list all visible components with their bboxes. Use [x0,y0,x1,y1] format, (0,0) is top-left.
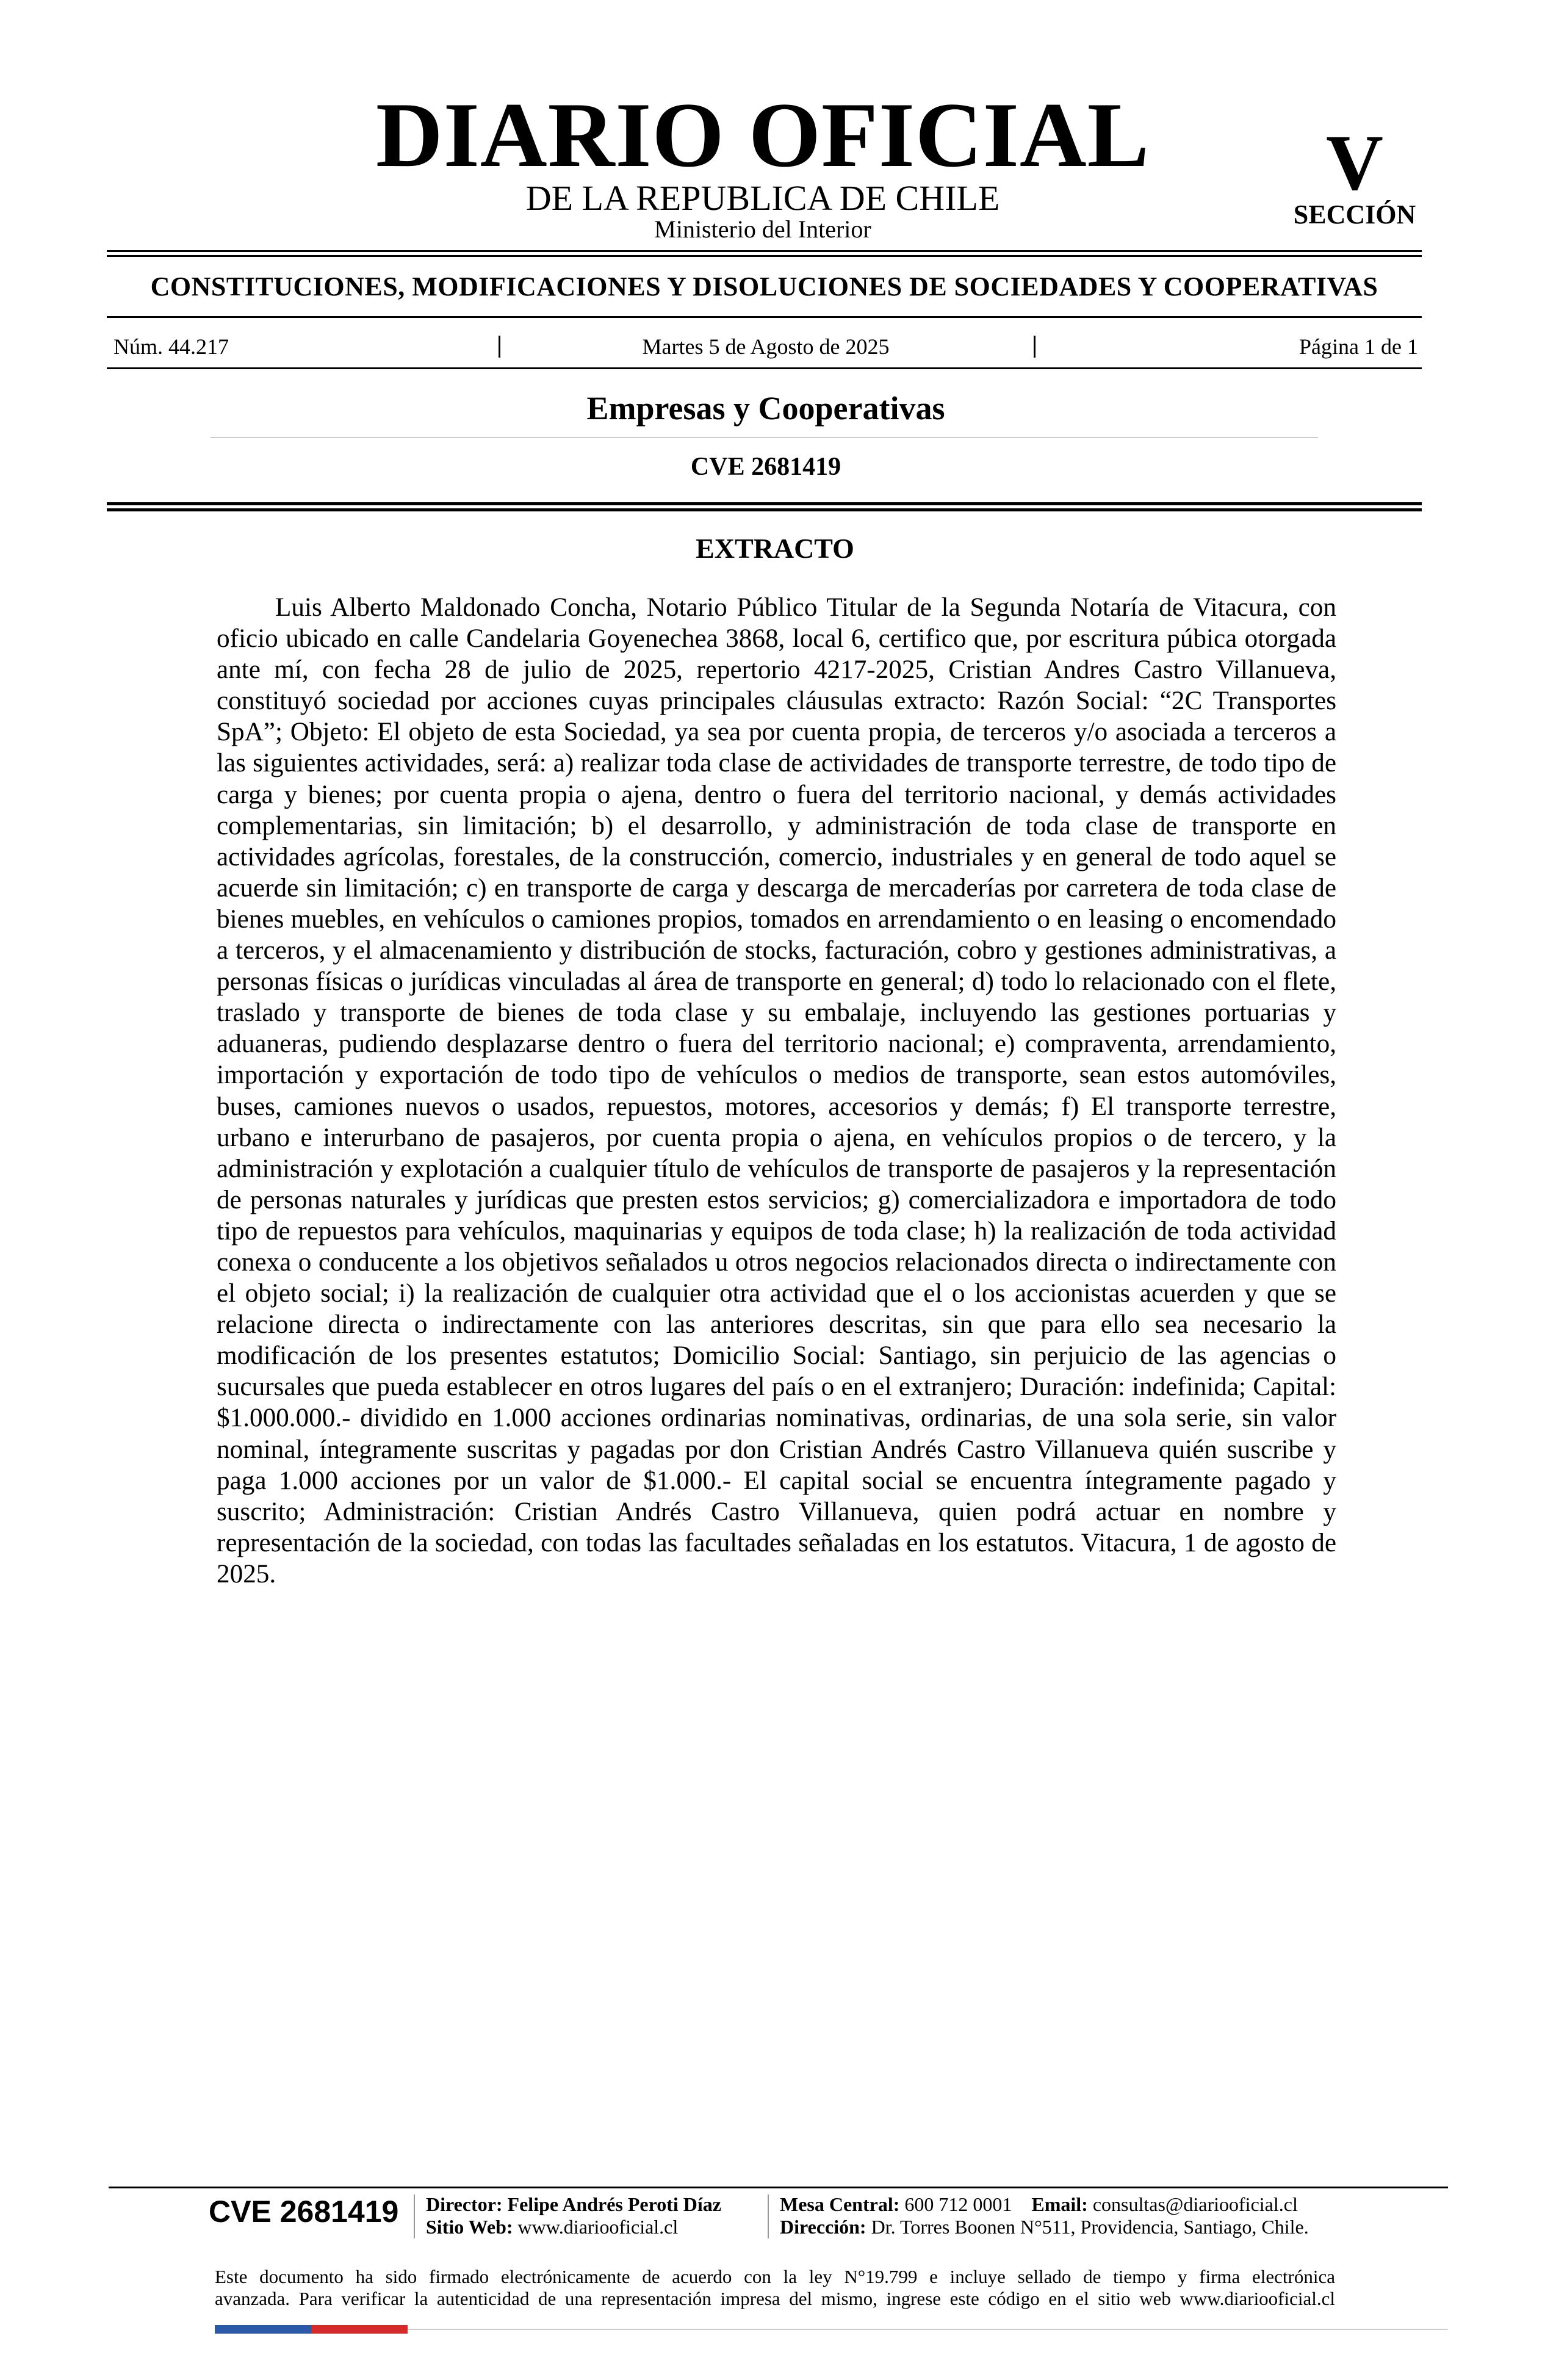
footer-cve-code: CVE 2681419 [209,2194,399,2229]
header-rule [107,508,1422,511]
issue-page: Página 1 de 1 [1299,334,1418,359]
email-address[interactable]: consultas@diariooficial.cl [1092,2193,1298,2215]
section-letter: V [1326,119,1383,207]
address-label: Dirección: [780,2216,866,2238]
footer-divider [768,2194,769,2238]
director-name: Felipe Andrés Peroti Díaz [507,2193,721,2215]
footer-director-block [426,2193,721,2238]
note-line-2: avanzada. Para verificar la autenticidad de una representación impresa del mismo, ingrese este código en el sitio web www.diariooficial.cl [215,2288,1335,2309]
document-heading: EXTRACTO [696,533,854,564]
issue-info-row [110,334,1422,359]
mesa-label: Mesa Central: [780,2193,900,2215]
flag-bar-blue [215,2325,311,2334]
masthead-rule [107,250,1422,252]
mesa-phone: 600 712 0001 [904,2193,1012,2215]
issue-number: Núm. 44.217 [113,334,229,359]
banner-rule [107,316,1422,318]
issue-date: Martes 5 de Agosto de 2025 [642,334,890,359]
masthead-subtitle: DE LA REPUBLICA DE CHILE [525,178,1000,218]
document-body: Luis Alberto Maldonado Concha, Notario Público Titular de la Segunda Notaría de Vitacura, con oficio ubicado en calle Candelaria Goyenechea 3868, local 6, certifico que, por escritura púbica otorgada ante mí, con fecha 28 de julio de 2025, repertorio 4217-2025, Cristian Andres Castro Villanueva, constituyó sociedad por acciones cuyas principales cláusulas extracto: Razón Social: “2C Transportes SpA”; Objeto: El objeto de esta Sociedad, ya sea por cuenta propia, de terceros y/o asociada a terceros a las siguientes actividades, será: a) realizar toda clase de actividades de transporte terrestre, de todo tipo de carga y bienes; por cuenta propia o ajena, dentro o fuera del territorio nacional, y demás actividades complementarias, sin limitación; b) el desarrollo, y administración de toda clase de transporte en actividades agrícolas, forestales, de la construcción, comercio, industriales y en general de todo aquel se acuerde sin limitación; c) en transporte de carga y descarga de mercaderías por carretera de toda clase de bienes muebles, en vehículos o camiones propios, tomados en arrendamiento o en leasing o encomendado a terceros, y el almacenamiento y distribución de stocks, facturación, cobro y gestiones administrativas, a personas físicas o jurídicas vinculadas al área de transporte en general; d) todo lo relacionado con el flete, traslado y transporte de bienes de toda clase y su embalaje, incluyendo las gestiones portuarias y aduaneras, pudiendo desplazarse dentro o fuera del territorio nacional; e) compraventa, arrendamiento, importación y exportación de todo tipo de vehículos o medios de transporte, sean estos automóviles, buses, camiones nuevos o usados, repuestos, motores, accesorios y demás; f) El transporte terrestre, urbano e interurbano de pasajeros, por cuenta propia o ajena, en vehículos propios o de tercero, y la administración y explotación a cualquier título de vehículos de transporte de pasajeros y la representación de personas naturales y jurídicas que presten estos servicios; g) comercializadora e importadora de todo tipo de repuestos para vehículos, maquinarias y equipos de toda clase; h) la realización de toda actividad conexa o conducente a los objetivos señalados u otros negocios relacionados directa o indirectamente con el objeto social; i) la realización de cualquier otra actividad que el o los accionistas acuerden y que se relacione directa o indirectamente con las anteriores descritas, sin que para ello sea necesario la modificación de los presentes estatutos; Domicilio Social: Santiago, sin perjuicio de las agencias o sucursales que pueda establecer en otros lugares del país o en el extranjero; Duración: indefinida; Capital: $1.000.000.- dividido en 1.000 acciones ordinarias nominativas, ordinarias, de una sola serie, sin valor nominal, íntegramente suscritas y pagadas por don Cristian Andrés Castro Villanueva quién suscribe y paga 1.000 acciones por un valor de $1.000.- El capital social se encuentra íntegramente pagado y suscrito; Administración: Cristian Andrés Castro Villanueva, quien podrá actuar en nombre y representación de la sociedad, con todas las facultades señaladas en los estatutos. Vitacura, 1 de agosto de 2025. [217,593,1336,1588]
site-label: Sitio Web: [426,2216,513,2238]
issue-rule [107,367,1422,369]
masthead-title: DIARIO OFICIAL [375,84,1150,186]
section-title: Empresas y Cooperativas [586,390,945,427]
email-label: Email: [1031,2193,1088,2215]
header-rule [107,502,1422,505]
note-line-1: Este documento ha sido firmado electrónicamente de acuerdo con la ley N°19.799 e incluye sellado de tiempo y firma electrónica [215,2266,1335,2287]
flag-bar-line [408,2329,1448,2330]
section-banner: CONSTITUCIONES, MODIFICACIONES Y DISOLUCIONES DE SOCIEDADES Y COOPERATIVAS [150,272,1378,301]
footer-contact-block [780,2193,1309,2238]
address-value: Dr. Torres Boonen N°511, Providencia, Santiago, Chile. [871,2216,1309,2238]
director-label: Director: [426,2193,503,2215]
masthead-ministry: Ministerio del Interior [654,215,871,243]
section-divider [211,437,1318,438]
footer-verification-note [215,2266,1335,2310]
footer-divider [414,2194,415,2238]
flag-bar-red [311,2325,408,2334]
footer-rule [109,2187,1448,2188]
cve-code: CVE 2681419 [690,453,841,481]
site-url[interactable]: www.diariooficial.cl [517,2216,679,2238]
issue-separator [1034,336,1036,358]
section-label: SECCIÓN [1293,200,1416,229]
masthead-rule [107,255,1422,257]
